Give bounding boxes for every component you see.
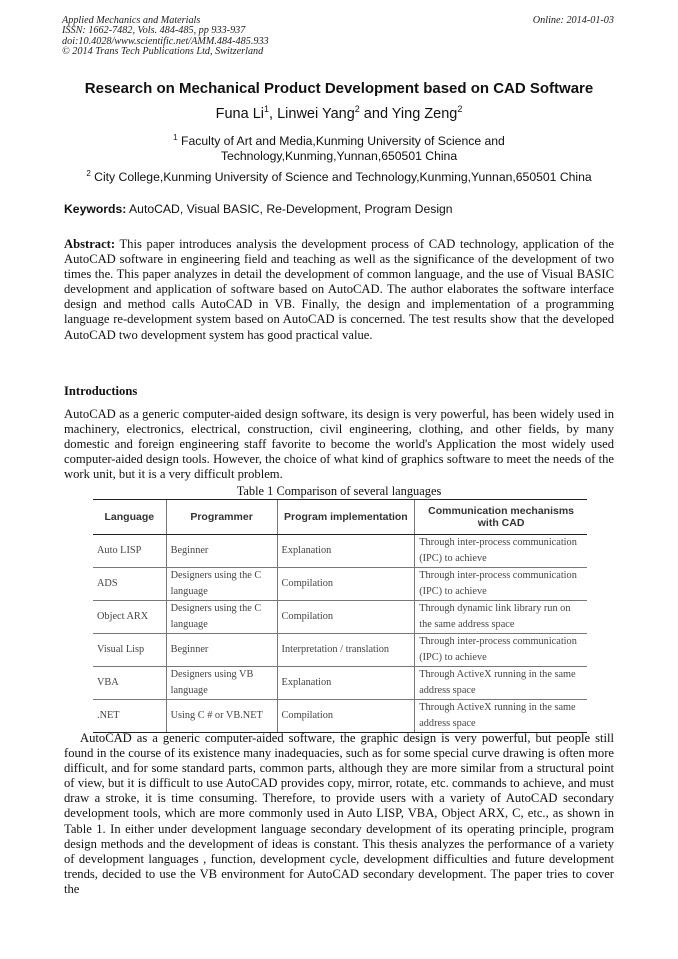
table-row	[93, 568, 587, 601]
table-cell: Compilation	[277, 700, 415, 733]
section-heading: Introductions	[64, 384, 138, 398]
column-header: Program implementation	[277, 500, 415, 535]
table-cell: Designers using VB language	[166, 667, 277, 700]
table-cell: Interpretation / translation	[277, 634, 415, 667]
table-caption: Table 1 Comparison of several languages	[236, 484, 442, 498]
keywords-label: Keywords:	[64, 202, 127, 216]
author-sup: 2	[457, 104, 463, 114]
author-list	[0, 104, 678, 122]
journal-header	[62, 16, 269, 58]
paper-title: Research on Mechanical Product Development based on CAD Software	[84, 80, 594, 97]
comparison-table	[93, 499, 587, 733]
intro-paragraph-2: AutoCAD as a generic computer-aided software, the graphic design is very powerful, but people still found in the course of its existence many inadequacies, such as for some special curve drawing is often more difficult, and for some standard parts, common parts, although they are more similar from a structural point of view, but it is difficult to use AutoCAD provides copy, mirror, rotate, etc. commands to achieve, and must draw a stroke, it is time consuming. Therefore, to provide users with a variety of AutoCAD secondary development tools, which are more commonly used in Auto LISP, VBA, Object ARX, C, etc., as shown in Table 1. In either under development language secondary development of its operating principle, program design methods and the development of ideas is constant. This thesis analyzes the performance of a variety of development languages , function, development cycle, development difficulties and future development trends, decided to use the VB environment for AutoCAD secondary development. The paper tries to cover the	[64, 731, 614, 896]
table-row	[93, 700, 587, 733]
table-cell: .NET	[93, 700, 166, 733]
affiliation-1	[0, 130, 678, 164]
author-name: Funa Li	[215, 105, 265, 122]
table-row	[93, 634, 587, 667]
table-cell: Compilation	[277, 568, 415, 601]
author-name: Ying Zeng	[391, 105, 458, 122]
intro-paragraph-1: AutoCAD as a generic computer-aided design software, its design is very powerful, has been widely used in machinery, electronics, electrical, construction, civil engineering, clothing, and other fields, by many domestic and foreign engineering staff favorite to become the world's Application the most widely used computer-aided design tools. However, the choice of what kind of graphics software to meet the needs of the work unit, but it is a very difficult problem.	[64, 407, 614, 482]
affiliation-line: Faculty of Art and Media,Kunming University of Science and	[181, 134, 505, 149]
affiliation-2	[0, 166, 678, 185]
affiliation-sup: 1	[173, 133, 178, 142]
table-cell: Designers using the C language	[166, 568, 277, 601]
table-cell: Designers using the C language	[166, 601, 277, 634]
journal-copyright: © 2014 Trans Tech Publications Ltd, Switzerland	[62, 46, 264, 58]
author-separator: ,	[269, 105, 278, 122]
journal-doi: doi:10.4028/www.scientific.net/AMM.484-485.933	[62, 35, 269, 47]
table-cell: Explanation	[277, 667, 415, 700]
author-sup: 1	[264, 104, 270, 114]
table-cell: Through inter-process communication (IPC) to achieve	[415, 535, 587, 568]
table-cell: Through ActiveX running in the same address space	[415, 700, 587, 733]
table-cell: Object ARX	[93, 601, 166, 634]
affiliation-line: City College,Kunming University of Science and Technology,Kunming,Yunnan,650501 China	[94, 170, 592, 185]
journal-issn: ISSN: 1662-7482, Vols. 484-485, pp 933-937	[62, 25, 246, 37]
table-cell: Compilation	[277, 601, 415, 634]
affiliation-sup: 2	[86, 169, 91, 178]
online-date: Online: 2014-01-03	[532, 15, 614, 26]
table-header-row	[93, 500, 587, 535]
table-cell: Through ActiveX running in the same address space	[415, 667, 587, 700]
column-header: Communication mechanisms with CAD	[415, 500, 587, 535]
table-cell: Through inter-process communication (IPC) to achieve	[415, 568, 587, 601]
table-cell: Using C # or VB.NET	[166, 700, 277, 733]
column-header: Language	[93, 500, 166, 535]
table-cell: Beginner	[166, 535, 277, 568]
table-cell: Explanation	[277, 535, 415, 568]
abstract	[64, 237, 614, 343]
table-row	[93, 601, 587, 634]
table-cell: Visual Lisp	[93, 634, 166, 667]
abstract-label: Abstract:	[64, 237, 116, 251]
affiliation-line: Technology,Kunming,Yunnan,650501 China	[220, 149, 458, 164]
author-sup: 2	[354, 104, 360, 114]
keywords-text: AutoCAD, Visual BASIC, Re-Development, Program Design	[129, 202, 453, 216]
column-header: Programmer	[166, 500, 277, 535]
table-row	[93, 535, 587, 568]
table-row	[93, 667, 587, 700]
table-cell: Beginner	[166, 634, 277, 667]
table-cell: Auto LISP	[93, 535, 166, 568]
table-cell: VBA	[93, 667, 166, 700]
table-cell: Through inter-process communication (IPC) to achieve	[415, 634, 587, 667]
author-separator: and	[359, 105, 392, 122]
author-name: Linwei Yang	[277, 105, 355, 122]
keywords	[64, 202, 453, 216]
table-cell: Through dynamic link library run on the same address space	[415, 601, 587, 634]
abstract-text: This paper introduces analysis the development process of CAD technology, application of the AutoCAD software in engineering field and teaching as well as the significance of the development of two times the. This paper analyzes in detail the development of common language, and the use of Visual BASIC development and application of software based on AutoCAD. The author elaborates the software interface design and method calls AutoCAD in VB. Finally, the design and implementation of a programming language re-development system based on AutoCAD is concerned. The test results show that the developed AutoCAD two development system has good practical value.	[64, 237, 614, 342]
journal-name: Applied Mechanics and Materials	[62, 15, 201, 26]
table-cell: ADS	[93, 568, 166, 601]
